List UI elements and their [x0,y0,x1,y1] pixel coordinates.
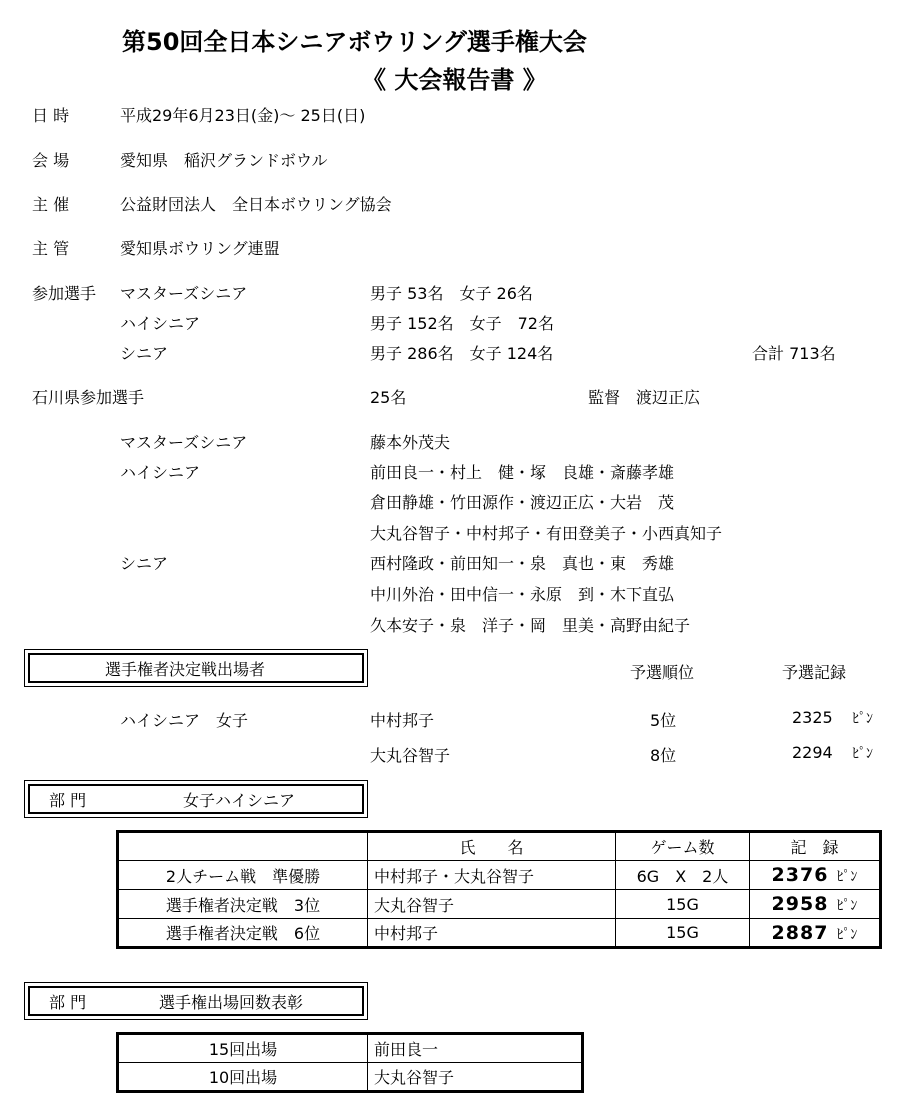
event-cell: 2人チーム戦 準優勝 [118,861,368,890]
name-cell: 前田良一 [368,1034,583,1063]
organizer-value: 公益財団法人 全日本ボウリング協会 [120,195,392,214]
record-value: 2887 [771,921,829,944]
record-unit: ﾋﾟﾝ [836,898,858,914]
finals-record: 2325 [792,708,833,727]
participants-total: 合計 713名 [752,344,836,363]
table-row [118,861,881,890]
finals-unit: ﾋﾟﾝ [852,711,873,727]
record-value: 2376 [771,864,829,886]
finals-header: 選手権者決定戦出場者 [105,659,266,679]
date-label: 日 時 [32,106,70,125]
group-members: 大丸谷智子・中村邦子・有田登美子・小西真知子 [370,524,723,543]
record-unit: ﾋﾟﾝ [836,926,858,943]
table-row [118,919,881,948]
participants-count: 男子 286名 女子 124名 [370,344,554,363]
group-category: シニア [120,554,169,573]
record-cell [750,861,881,890]
award-cell: 15回出場 [118,1034,368,1063]
ishikawa-manager: 監督 渡辺正広 [588,388,701,407]
results-table [116,830,882,949]
group-members: 久本安子・泉 洋子・岡 里美・高野由紀子 [370,616,691,635]
finals-record: 2294 [792,743,833,762]
name-cell: 中村邦子・大丸谷智子 [368,861,616,890]
participants-category: ハイシニア [120,314,201,333]
venue-label: 会 場 [32,151,70,170]
games-cell: 6G X 2人 [616,861,750,890]
group-category: マスターズシニア [120,433,248,452]
group-members: 藤本外茂夫 [370,433,451,452]
group-members: 中川外治・田中信一・永原 到・木下直弘 [370,585,675,604]
table-row [118,1063,583,1092]
report-subtitle: 《 大会報告書 》 [362,66,547,94]
participants-count: 男子 152名 女子 72名 [370,314,554,333]
table-header-row [118,832,881,861]
finals-name: 中村邦子 [370,711,435,730]
finals-unit: ﾋﾟﾝ [852,746,873,762]
header-cell [118,832,368,861]
finals-category: ハイシニア 女子 [120,711,249,730]
group-members: 西村隆政・前田知一・泉 真也・東 秀雄 [370,554,675,573]
event-cell: 選手権者決定戦 3位 [118,890,368,919]
host-label: 主 管 [32,239,70,258]
record-unit: ﾋﾟﾝ [836,869,858,885]
host-value: 愛知県ボウリング連盟 [120,239,280,258]
header-name: 氏 名 [368,832,616,861]
record-value: 2958 [771,893,829,915]
header-record: 記 録 [750,832,881,861]
group-category: ハイシニア [120,463,201,482]
name-cell: 中村邦子 [368,919,616,948]
name-cell: 大丸谷智子 [368,890,616,919]
col-record-header: 予選記録 [782,663,847,682]
section2-label: 部 門 [49,992,87,1012]
finals-rank: 8位 [650,746,677,765]
games-cell: 15G [616,919,750,948]
group-members: 前田良一・村上 健・塚 良雄・斎藤孝雄 [370,463,675,482]
ishikawa-label: 石川県参加選手 [32,388,145,407]
finals-header-box [24,649,368,687]
date-value: 平成29年6月23日(金)～ 25日(日) [120,106,366,125]
participants-count: 男子 53名 女子 26名 [370,284,533,303]
games-cell: 15G [616,890,750,919]
report-title: 第50回全日本シニアボウリング選手権大会 [122,28,587,56]
participants-category: マスターズシニア [120,284,248,303]
finals-name: 大丸谷智子 [370,746,451,765]
col-rank-header: 予選順位 [630,663,695,682]
award-cell: 10回出場 [118,1063,368,1092]
venue-value: 愛知県 稲沢グランドボウル [120,151,328,170]
group-members: 倉田静雄・竹田源作・渡辺正広・大岩 茂 [370,493,675,512]
organizer-label: 主 催 [32,195,70,214]
awards-table [116,1032,584,1093]
event-cell: 選手権者決定戦 6位 [118,919,368,948]
participants-category: シニア [120,344,169,363]
section1-header-box [24,780,368,818]
participants-label: 参加選手 [32,284,97,303]
table-row [118,1034,583,1063]
section1-label: 部 門 [49,790,87,810]
finals-rank: 5位 [650,711,677,730]
ishikawa-count: 25名 [370,388,407,407]
header-games: ゲーム数 [616,832,750,861]
section2-value: 選手権出場回数表彰 [159,992,304,1012]
record-cell [750,919,881,948]
record-cell [750,890,881,919]
table-row [118,890,881,919]
name-cell: 大丸谷智子 [368,1063,583,1092]
section1-value: 女子ハイシニア [183,790,296,810]
section2-header-box [24,982,368,1020]
